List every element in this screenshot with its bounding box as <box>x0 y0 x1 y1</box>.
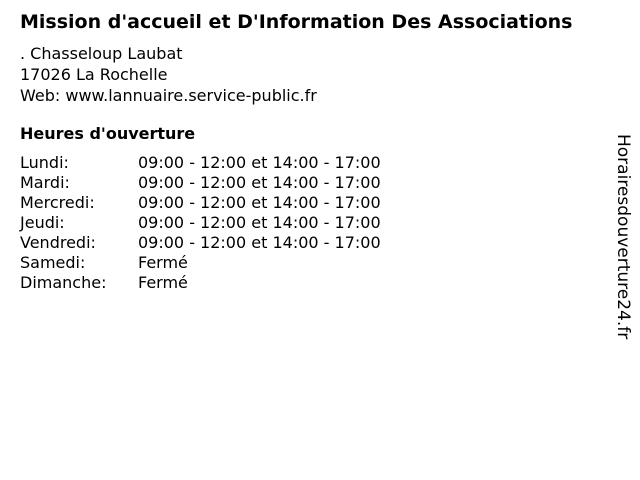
day-label: Vendredi: <box>20 233 96 252</box>
time-value: Fermé <box>138 253 188 272</box>
time-value: 09:00 - 12:00 et 14:00 - 17:00 <box>138 213 381 232</box>
day-label: Dimanche: <box>20 273 107 292</box>
time-value: 09:00 - 12:00 et 14:00 - 17:00 <box>138 173 381 192</box>
address-street: . Chasseloup Laubat <box>20 44 183 63</box>
address-city: 17026 La Rochelle <box>20 65 168 84</box>
day-label: Lundi: <box>20 153 69 172</box>
page-title: Mission d'accueil et D'Information Des Associations <box>20 11 573 33</box>
time-value: 09:00 - 12:00 et 14:00 - 17:00 <box>138 233 381 252</box>
time-value: Fermé <box>138 273 188 292</box>
day-label: Jeudi: <box>20 213 65 232</box>
day-label: Mercredi: <box>20 193 95 212</box>
hours-heading: Heures d'ouverture <box>20 124 196 143</box>
time-value: 09:00 - 12:00 et 14:00 - 17:00 <box>138 153 381 172</box>
address-block <box>20 43 317 106</box>
site-watermark: Horairesdouverture24.fr <box>613 134 633 340</box>
day-label: Mardi: <box>20 173 70 192</box>
day-label: Samedi: <box>20 253 86 272</box>
time-value: 09:00 - 12:00 et 14:00 - 17:00 <box>138 193 381 212</box>
address-web: Web: www.lannuaire.service-public.fr <box>20 86 317 105</box>
